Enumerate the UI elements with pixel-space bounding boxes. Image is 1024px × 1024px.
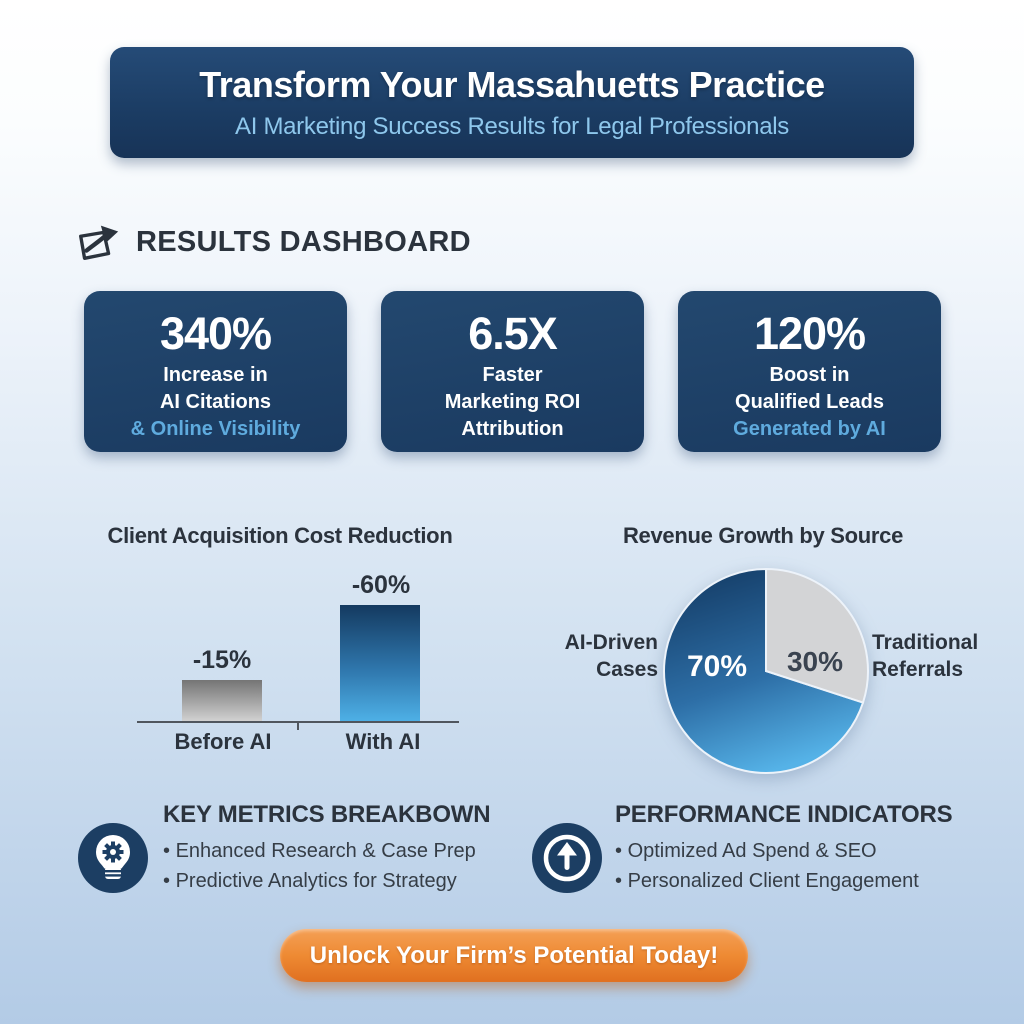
- stat-line: Marketing ROI: [444, 391, 581, 413]
- dashboard-section-header: [74, 219, 471, 265]
- stat-value: 120%: [753, 308, 866, 359]
- stat-line: Increase in: [163, 364, 268, 386]
- stat-line: Attribution: [461, 418, 564, 440]
- pie-slice-label-ai: AI-Driven Cases: [564, 631, 658, 681]
- stat-value: 340%: [159, 308, 272, 359]
- stat-card-leads: [678, 291, 941, 452]
- pie-percent-label-traditional: 30%: [786, 646, 844, 677]
- trend-chart-icon: [74, 219, 122, 265]
- section-title-key-metrics: KEY METRICS BREAKBOWN: [163, 801, 491, 828]
- stat-accent-line: & Online Visibility: [130, 418, 301, 440]
- bar-category-label: Before AI: [174, 729, 272, 754]
- bullet-item: • Optimized Ad Spend & SEO: [615, 836, 919, 866]
- bar-with-ai: [340, 605, 420, 723]
- page-subtitle: AI Marketing Success Results for Legal Professionals: [235, 113, 789, 140]
- stat-line: AI Citations: [159, 391, 272, 413]
- dashboard-title: RESULTS DASHBOARD: [136, 225, 471, 258]
- bullet-item: • Personalized Client Engagement: [615, 866, 919, 896]
- key-metrics-bullet-list: [163, 836, 476, 896]
- stat-value: 6.5X: [468, 308, 557, 359]
- stat-card-ai-citations: [84, 291, 347, 452]
- stat-card-roi: [381, 291, 644, 452]
- header-banner: [110, 47, 914, 158]
- arrow-up-circle-icon: [531, 822, 603, 894]
- bar-before-ai: [182, 680, 262, 723]
- pie-slice-label-traditional: Traditional Referrals: [872, 631, 979, 681]
- stat-accent-line: Generated by AI: [733, 418, 886, 440]
- bar-value-label: -15%: [192, 646, 252, 674]
- bullet-item: • Predictive Analytics for Strategy: [163, 866, 476, 896]
- pie-chart-title: Revenue Growth by Source: [622, 523, 904, 548]
- bar-value-label: -60%: [351, 571, 411, 599]
- bullet-item: • Enhanced Research & Case Prep: [163, 836, 476, 866]
- stat-line: Boost in: [769, 364, 850, 386]
- bar-chart-title: Client Acquisition Cost Reduction: [107, 523, 453, 548]
- pie-percent-label-ai: 70%: [686, 650, 748, 683]
- bar-category-label: With AI: [345, 729, 421, 754]
- page-title: Transform Your Massahuetts Practice: [199, 64, 825, 105]
- stat-line: Faster: [482, 364, 543, 386]
- lightbulb-gear-icon: [77, 822, 149, 894]
- stat-line: Qualified Leads: [735, 391, 884, 413]
- performance-bullet-list: [615, 836, 919, 896]
- section-title-performance: PERFORMANCE INDICATORS: [615, 801, 953, 828]
- x-axis-tick: [297, 723, 299, 730]
- cta-button[interactable]: Unlock Your Firm’s Potential Today!: [280, 929, 748, 982]
